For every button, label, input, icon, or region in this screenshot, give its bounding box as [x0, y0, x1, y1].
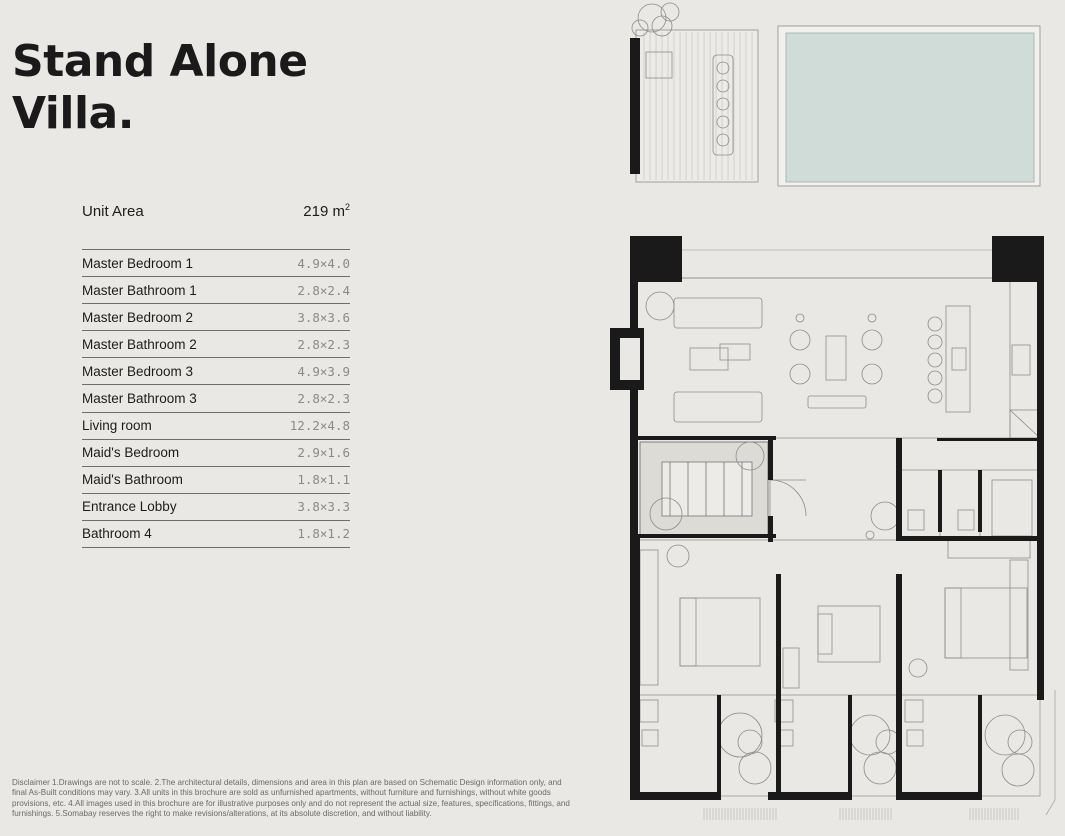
- room-dimension: 2.8×2.4: [297, 282, 350, 298]
- room-name: Master Bedroom 1: [82, 255, 194, 271]
- room-row: [82, 250, 350, 277]
- unit-area-sup: 2: [344, 202, 350, 212]
- room-name: Master Bedroom 3: [82, 363, 194, 379]
- disclaimer-text: Disclaimer 1.Drawings are not to scale. 2.The architectural details, dimensions and area in this plan are based on Schematic Design information only, and final As-Built conditions may vary. 3.All units in this brochure are sold as unfurnished apartments, without furniture and furnishings, without white goods provisions, etc. 4.All images used in this brochure are for illustrative purposes only and do not represent the actual size, features, specifications, fittings, and furnishings. 5.Somabay reserves the right to make revisions/alterations, at its absolute discretion, and without liability.: [12, 778, 570, 818]
- room-dimension: 12.2×4.8: [289, 418, 350, 434]
- room-dimension: 1.8×1.1: [297, 472, 350, 488]
- room-name: Entrance Lobby: [82, 499, 177, 515]
- room-dimension: 3.8×3.6: [297, 309, 350, 325]
- floor-plan-drawing: [600, 0, 1065, 836]
- room-name: Maid's Bathroom: [82, 472, 183, 488]
- pool-icon: [778, 26, 1040, 186]
- room-row: [82, 358, 350, 385]
- room-row: [82, 467, 350, 494]
- corner-planter-icons: [640, 240, 1032, 280]
- room-row: [82, 413, 350, 440]
- unit-area-label: Unit Area: [82, 203, 144, 220]
- room-name: Master Bathroom 3: [82, 391, 197, 407]
- room-dimensions-table: [82, 249, 350, 548]
- room-name: Master Bedroom 2: [82, 309, 194, 325]
- room-row: [82, 521, 350, 548]
- pool-deck: [630, 30, 758, 182]
- title-line-1: Stand Alone: [12, 36, 308, 87]
- room-row: [82, 304, 350, 331]
- room-row: [82, 385, 350, 412]
- room-name: Master Bathroom 1: [82, 282, 197, 298]
- room-dimension: 2.8×2.3: [297, 391, 350, 407]
- kitchen-island-icon: [928, 306, 1040, 438]
- room-dimension: 2.8×2.3: [297, 336, 350, 352]
- room-dimension: 1.8×1.2: [297, 526, 350, 542]
- title-line-2: Villa.: [12, 88, 134, 139]
- unit-area-row: [82, 202, 350, 220]
- unit-area-value: [303, 202, 350, 220]
- room-dimension: 2.9×1.6: [297, 445, 350, 461]
- room-row: [82, 440, 350, 467]
- room-row: [82, 494, 350, 521]
- room-name: Master Bathroom 2: [82, 336, 197, 352]
- unit-area-number: 219 m: [303, 203, 345, 220]
- room-dimension: 4.9×3.9: [297, 363, 350, 379]
- room-dimension: 4.9×4.0: [297, 255, 350, 271]
- room-row: [82, 331, 350, 358]
- staircase-icon: [640, 442, 768, 536]
- room-row: [82, 277, 350, 304]
- room-name: Bathroom 4: [82, 526, 152, 542]
- dining-table-icon: [790, 314, 882, 384]
- room-name: Maid's Bedroom: [82, 445, 180, 461]
- room-dimension: 3.8×3.3: [297, 499, 350, 515]
- page-title: [12, 36, 308, 140]
- sofa-icons: [674, 298, 866, 422]
- bed-icons: [667, 545, 1027, 677]
- room-name: Living room: [82, 418, 152, 434]
